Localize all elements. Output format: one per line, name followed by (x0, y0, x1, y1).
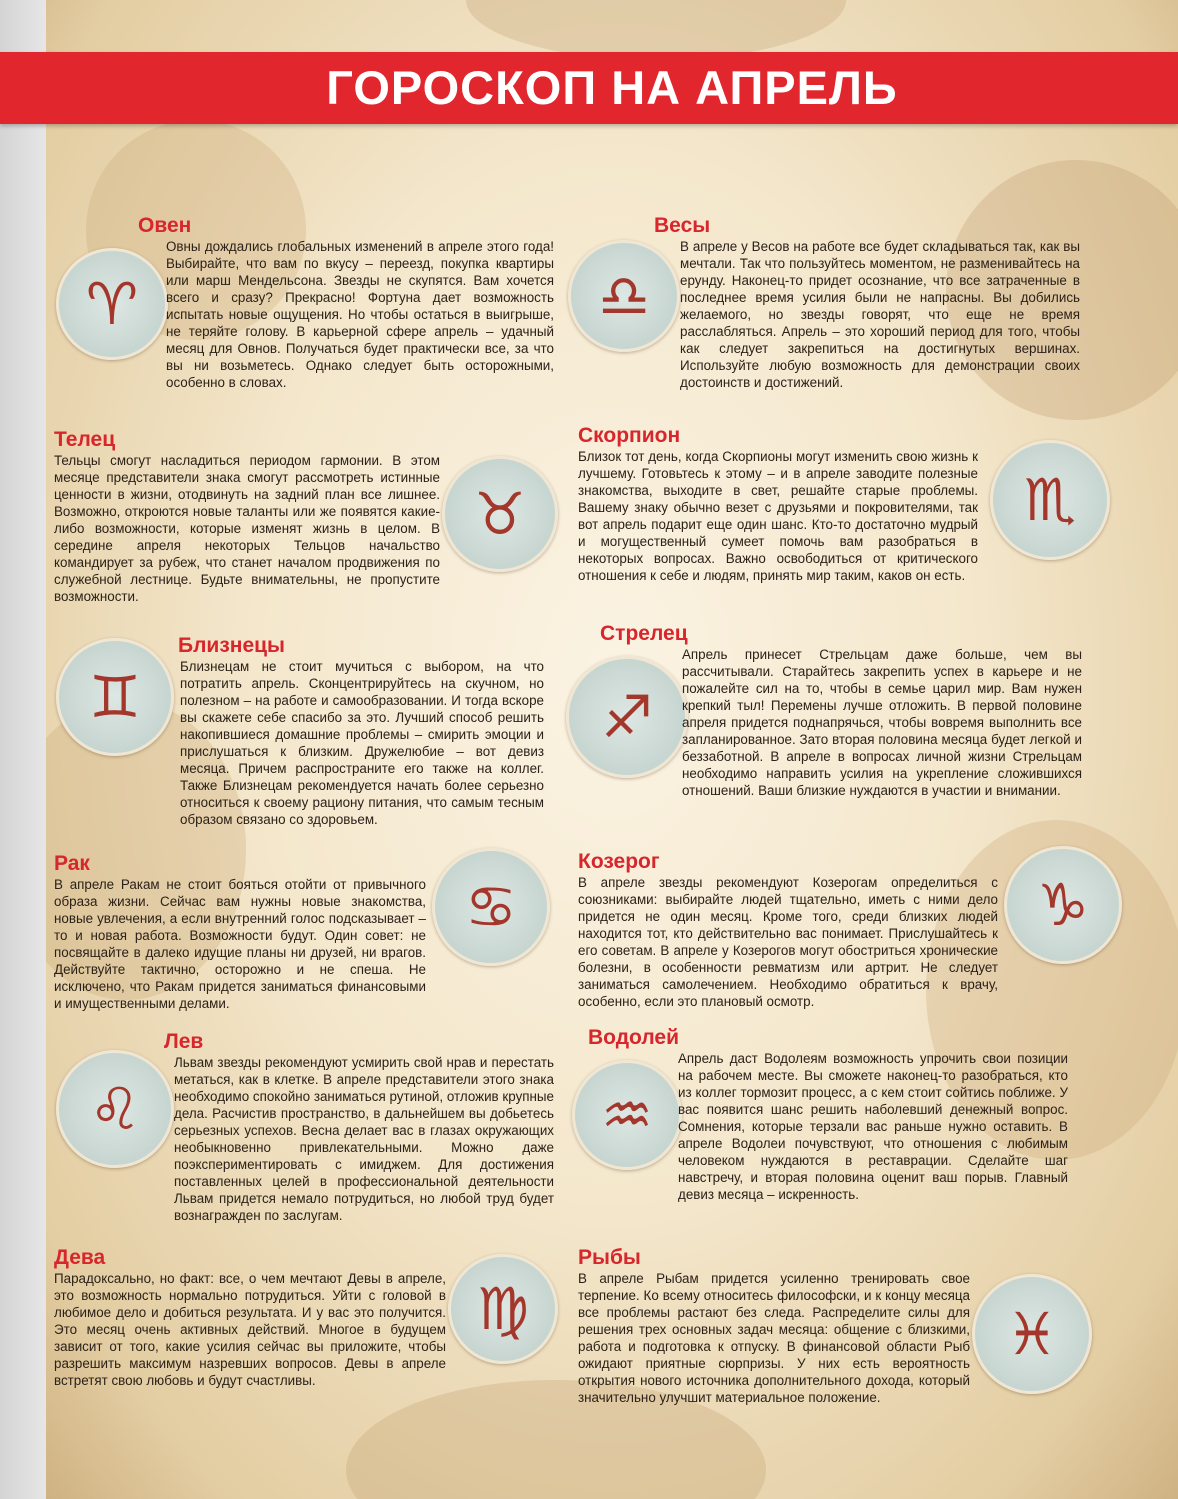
sign-title: Рыбы (578, 1246, 641, 1269)
pisces-icon: ♓ (972, 1274, 1092, 1394)
page-title: ГОРОСКОП НА АПРЕЛЬ (326, 61, 898, 114)
taurus-icon: ♉ (442, 456, 558, 572)
sign-capricorn (578, 850, 998, 1010)
gemini-icon: ♊ (56, 638, 174, 756)
sign-text: В апреле у Весов на работе все будет складываться так, как вы мечтали. Так что пользуйтесь моментом, не разменивайтесь на ерунду. Наконец-то придет осознание, что все затраченные в последнее время усилия были не напрасны. Вы добились желаемого, но звезды говорят, что еще не время расслабляться. Апрель – это хороший период для того, чтобы как следует закрепиться на достигнутых вершинах. Используйте любую возможность для демонстрации своих достоинств и достижений. (680, 239, 1080, 390)
sign-taurus (54, 428, 440, 605)
sign-text: Львам звезды рекомендуют усмирить свой нрав и перестать метаться, как в клетке. В апреле представители этого знака необходимо спокойно заниматься рутиной, отложив крупные дела. Расчистив пространство, в дальнейшем вы добьетесь серьезных успехов. Весна делает вас в глазах окружающих необыкновенно привлекательными. Можно даже поэкспериментировать с имиджем. Для достижения поставленных целей в профессиональной деятельности Львам придется немало потрудиться, но любой труд будет вознагражден по заслугам. (174, 1055, 554, 1223)
aquarius-icon: ♒ (572, 1060, 682, 1170)
sign-virgo (54, 1246, 446, 1389)
sign-aquarius (578, 1026, 1068, 1203)
sign-text: Близок тот день, когда Скорпионы могут изменить свою жизнь к лучшему. Готовьтесь к этому – и в апреле заводите полезные знакомства, выходите в свет, решайте старые проблемы. Вашему знаку обычно везет с друзьями и покровителями, так вот апрель подарит еще один шанс. Кто-то достаточно мудрый и могущественный сумеет помочь вам разобраться в некоторых вопросах. Важно освободиться от критического отношения к себе и людям, принять мир таким, каков он есть. (578, 449, 978, 583)
cancer-icon: ♋ (432, 848, 550, 966)
sign-text: Апрель даст Водолеям возможность упрочить свои позиции на рабочем месте. Вы сможете наконец-то разобраться, кто из коллег тормозит процесс, а с кем стоит сойтись поближе. У вас появится шанс решить наболевший денежный вопрос. Сомнения, которые терзали вас раньше нужно оставить. В апреле Водолеи почувствуют, что отношения с любимым человеком нуждаются в реставрации. Сделайте шаг навстречу, и вторая половина оценит ваш порыв. Главный девиз месяца – искренность. (678, 1051, 1068, 1202)
sagittarius-icon: ♐ (566, 656, 688, 778)
sign-title: Скорпион (578, 424, 681, 447)
virgo-icon: ♍ (448, 1254, 558, 1364)
libra-icon: ♎ (568, 240, 680, 352)
sign-pisces (578, 1246, 970, 1406)
scorpio-icon: ♏ (990, 440, 1110, 560)
sign-gemini (54, 634, 544, 828)
sign-aries (54, 214, 554, 391)
sign-cancer (54, 852, 426, 1012)
sign-text: В апреле звезды рекомендуют Козерогам определиться с союзниками: выбирайте людей тщательно, иметь с ними дело придется не один месяц. Кроме того, среди близких людей находится тот, кто действительно вас понимает. Прислушайтесь к его советам. В апреле у Козерогов могут обостриться хронические болезни, в особенности ревматизм или артрит. Не следует заниматься самолечением. Необходимо обратиться к врачу, особенно, если это плановый осмотр. (578, 875, 998, 1009)
capricorn-icon: ♑ (1004, 846, 1122, 964)
sign-leo (54, 1030, 554, 1224)
sign-title: Козерог (578, 850, 660, 873)
aries-icon: ♈ (56, 248, 168, 360)
sign-sagittarius (578, 622, 1082, 799)
sign-text: Близнецам не стоит мучиться с выбором, на что потратить апрель. Сконцентрируйтесь на скучном, но полезном – на работе и самообразовании. И тогда вскоре вы скажете себе спасибо за это. Лучший способ решить накопившиеся домашние проблемы – смирить эмоции и прислушаться к близким. Дружелюбие – вот девиз месяца. Причем распространите его также на коллег. Также Близнецам рекомендуется начать более серьезно относиться к своему рациону питания, что самым тесным образом связано со здоровьем. (180, 659, 544, 827)
sign-title: Близнецы (178, 634, 285, 657)
sign-text: В апреле Рыбам придется усиленно тренировать свое терпение. Ко всему относитесь философски, и к концу месяца все проблемы растают без следа. Распределите силы для решения трех основных задач месяца: общение с близкими, работа и подготовка к отпуску. В финансовой области Рыб ожидают приятные сюрпризы. У них есть вероятность открытия нового источника дополнительного дохода, который значительно улучшит материальное положение. (578, 1271, 970, 1405)
sign-title: Водолей (588, 1026, 680, 1049)
sign-text: В апреле Ракам не стоит бояться отойти от привычного образа жизни. Сейчас вам нужны новые знакомства, новые увлечения, а если внутренний голос подсказывает – то и новая работа. Возможности будут. Один совет: не посвящайте в далеко идущие планы ни друзей, ни врагов. Действуйте тактично, осторожно и не спеша. Не исключено, что Ракам придется заниматься финансовыми и имущественными делами. (54, 877, 426, 1011)
sign-title: Лев (164, 1030, 204, 1053)
page-edge (0, 0, 46, 1499)
sign-text: Тельцы смогут насладиться периодом гармонии. В этом месяце представители знака смогут рассмотреть истинные ценности в жизни, отодвинуть на задний план все лишнее. Возможно, откроются новые таланты или же появятся какие-либо возможности, которые изменят жизнь в целом. В середине апреля некоторых Тельцов начальство командирует за рубеж, что станет началом продвижения по служебной лестнице. Будьте внимательны, не пропустите возможности. (54, 453, 440, 604)
sign-title: Стрелец (600, 622, 688, 645)
sign-text: Овны дождались глобальных изменений в апреле этого года! Выбирайте, что вам по вкусу – переезд, покупка квартиры или марш Мендельсона. Звезды не скупятся. Вам хочется всего и сразу? Прекрасно! Фортуна дает возможность испытать новые ощущения. Но чтобы остаться в выигрыше, не теряйте голову. В карьерной сфере апрель – удачный месяц для Овнов. Получаться будет практически все, за что вы ни возьметесь. Однако следует быть осторожными, особенно в словах. (166, 239, 554, 390)
sign-title: Весы (654, 214, 711, 237)
decor-circle (466, 0, 846, 60)
sign-title: Овен (138, 214, 192, 237)
leo-icon: ♌ (56, 1050, 174, 1168)
title-banner (0, 52, 1178, 124)
sign-title: Дева (54, 1246, 106, 1269)
sign-text: Апрель принесет Стрельцам даже больше, чем вы рассчитывали. Старайтесь закрепить успех в карьере и не пожалейте сил на то, чтобы в семье царил мир. Вам нужен крепкий тыл! Перемены лучше отложить. В первой половине апреля придется поднапрячься, чтобы вовремя выполнить все запланированное. Зато вторая половина месяца будет легкой и беззаботной. В апреле в вопросах личной жизни Стрельцам необходимо направить усилия на укрепление сложившихся отношений. Ваши близкие нуждаются в участии и внимании. (682, 647, 1082, 798)
sign-title: Рак (54, 852, 90, 875)
sign-scorpio (578, 424, 978, 584)
sign-libra (578, 214, 1080, 391)
sign-text: Парадоксально, но факт: все, о чем мечтают Девы в апреле, это возможность нормально потрудиться. Уйти с головой в любимое дело и добиться результата. И у вас это получится. Это месяц очень активных действий. Многое в будущем зависит от того, какие усилия сейчас вы приложите, чтобы разрешить максимум назревших вопросов. Девы в апреле встретят свою любовь и будут счастливы. (54, 1271, 446, 1388)
sign-title: Телец (54, 428, 116, 451)
